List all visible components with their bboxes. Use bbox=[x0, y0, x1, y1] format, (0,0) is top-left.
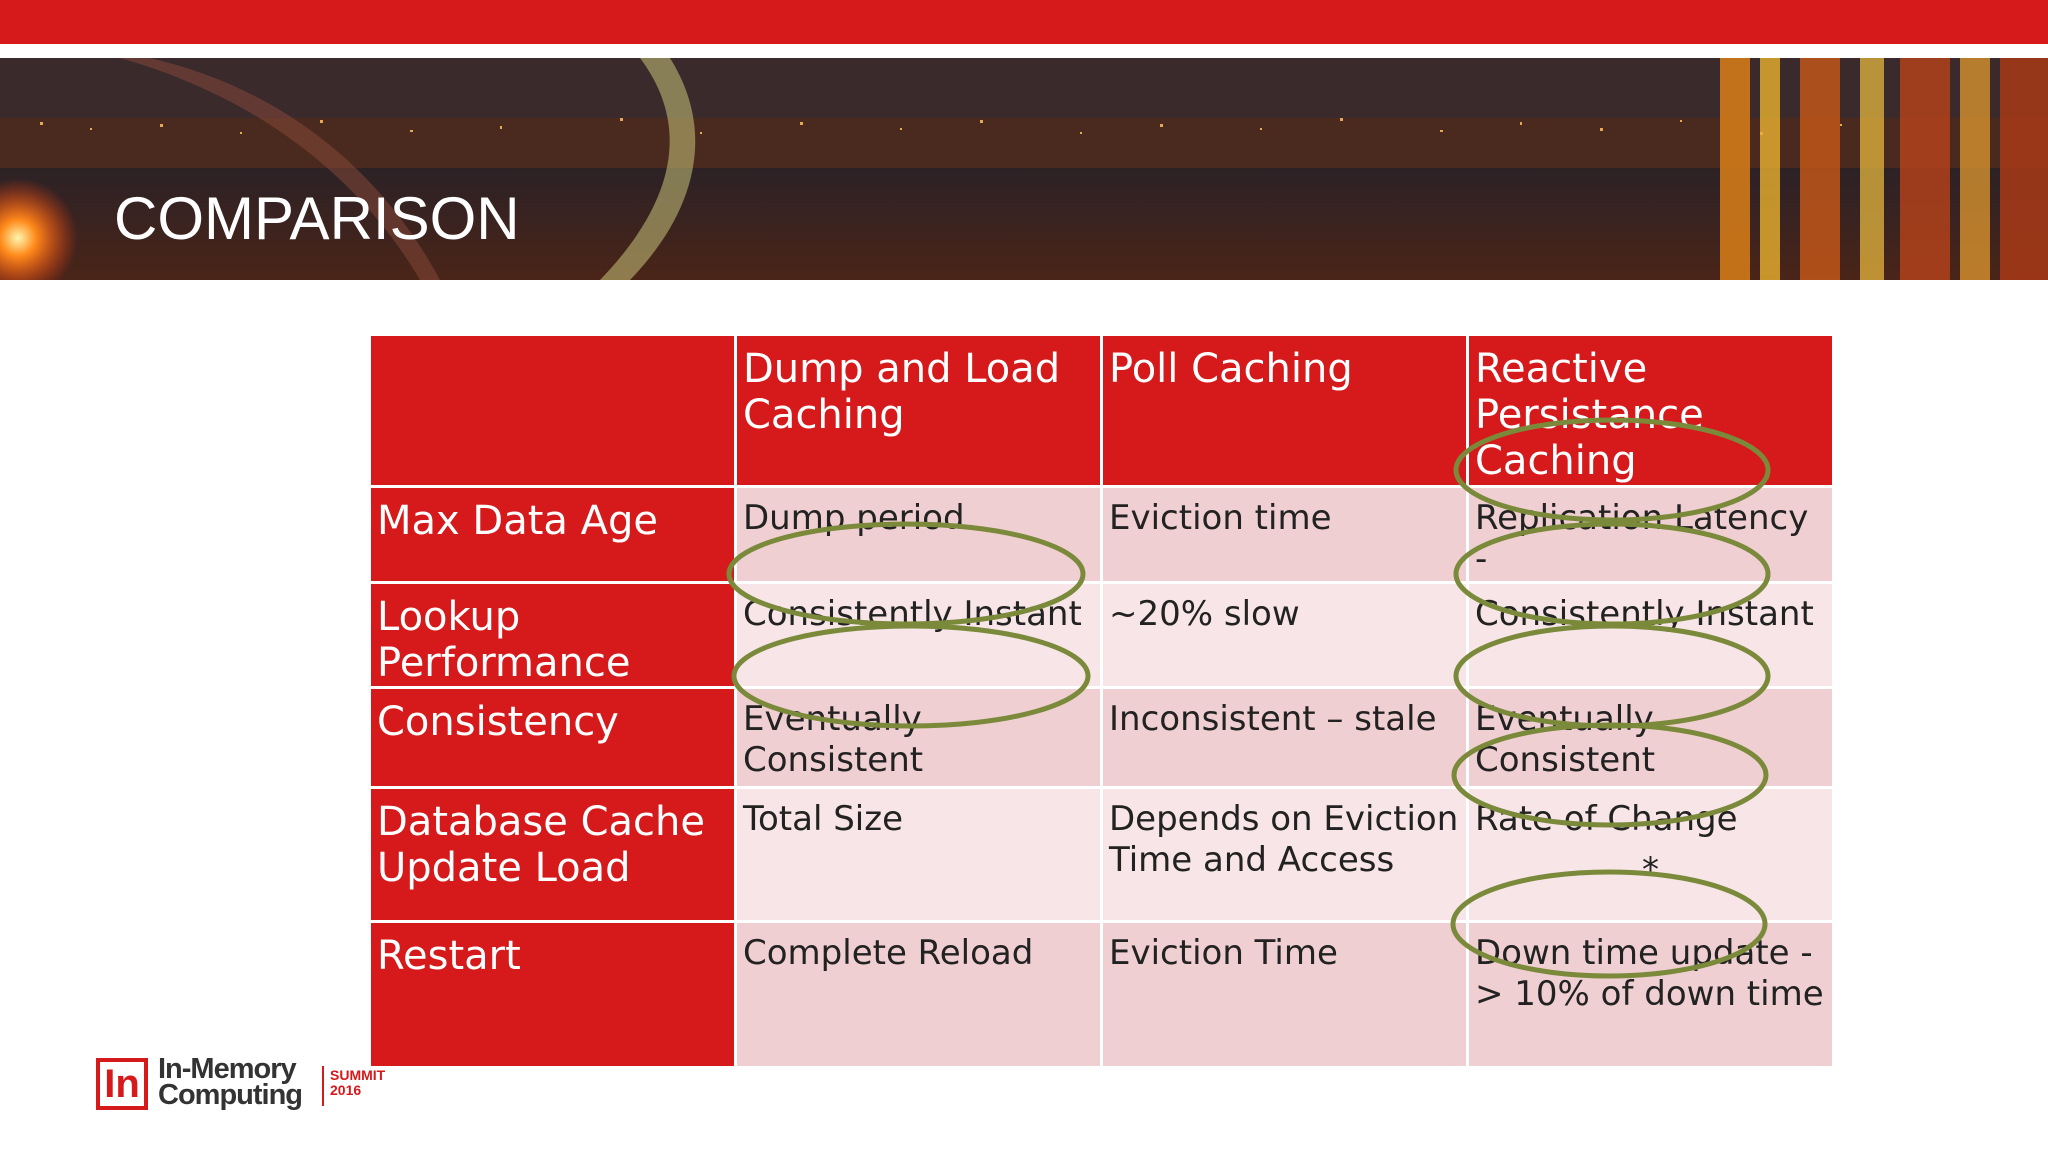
table-cell: Down time update -> 10% of down time bbox=[1468, 922, 1834, 1068]
header-banner-image bbox=[0, 58, 2048, 280]
table-row bbox=[370, 788, 1834, 922]
row-label-consistency: Consistency bbox=[370, 688, 736, 788]
logo-event-line1: SUMMIT bbox=[330, 1067, 386, 1083]
header-corner bbox=[370, 335, 736, 487]
table-cell: Inconsistent – stale bbox=[1102, 688, 1468, 788]
logo-name-line1: In-Memory bbox=[158, 1053, 296, 1085]
row-label-database-cache-update-load: Database Cache Update Load bbox=[370, 788, 736, 922]
table-row bbox=[370, 487, 1834, 583]
table-cell: Eviction Time bbox=[1102, 922, 1468, 1068]
row-label-max-data-age: Max Data Age bbox=[370, 487, 736, 583]
cell-text: Rate of Change bbox=[1475, 799, 1738, 839]
logo-name bbox=[158, 1053, 303, 1111]
table-cell: Complete Reload bbox=[736, 922, 1102, 1068]
table-cell: Eviction time bbox=[1102, 487, 1468, 583]
table-cell: ~20% slow bbox=[1102, 583, 1468, 688]
table-cell: Consistently Instant bbox=[736, 583, 1102, 688]
table-cell: Eventually Consistent bbox=[736, 688, 1102, 788]
table-row bbox=[370, 583, 1834, 688]
table-row bbox=[370, 688, 1834, 788]
header-dump-and-load: Dump and Load Caching bbox=[736, 335, 1102, 487]
row-label-lookup-performance: Lookup Performance bbox=[370, 583, 736, 688]
header-poll-caching: Poll Caching bbox=[1102, 335, 1468, 487]
slide-title: COMPARISON bbox=[114, 185, 520, 252]
table-cell: Eventually Consistent bbox=[1468, 688, 1834, 788]
logo-mark: In bbox=[96, 1058, 148, 1110]
table-cell: Depends on Eviction Time and Access bbox=[1102, 788, 1468, 922]
comparison-table bbox=[368, 333, 1835, 1069]
logo-event bbox=[330, 1068, 385, 1098]
header-reactive-persistance: Reactive Persistance Caching bbox=[1468, 335, 1834, 487]
row-label-restart: Restart bbox=[370, 922, 736, 1068]
top-white-gap bbox=[0, 44, 2048, 58]
table-cell: Total Size bbox=[736, 788, 1102, 922]
table-row bbox=[370, 922, 1834, 1068]
table-cell: Consistently Instant bbox=[1468, 583, 1834, 688]
logo-separator bbox=[322, 1066, 324, 1106]
logo-event-line2: 2016 bbox=[330, 1082, 362, 1098]
footnote-marker: * bbox=[1642, 850, 1659, 890]
table-header-row bbox=[370, 335, 1834, 487]
in-memory-computing-summit-logo bbox=[96, 1053, 396, 1116]
table-cell: Dump period bbox=[736, 487, 1102, 583]
logo-name-line2: Computing bbox=[158, 1079, 303, 1111]
table-cell bbox=[1468, 788, 1834, 922]
top-red-bar bbox=[0, 0, 2048, 44]
table-cell: Replication Latency - bbox=[1468, 487, 1834, 583]
